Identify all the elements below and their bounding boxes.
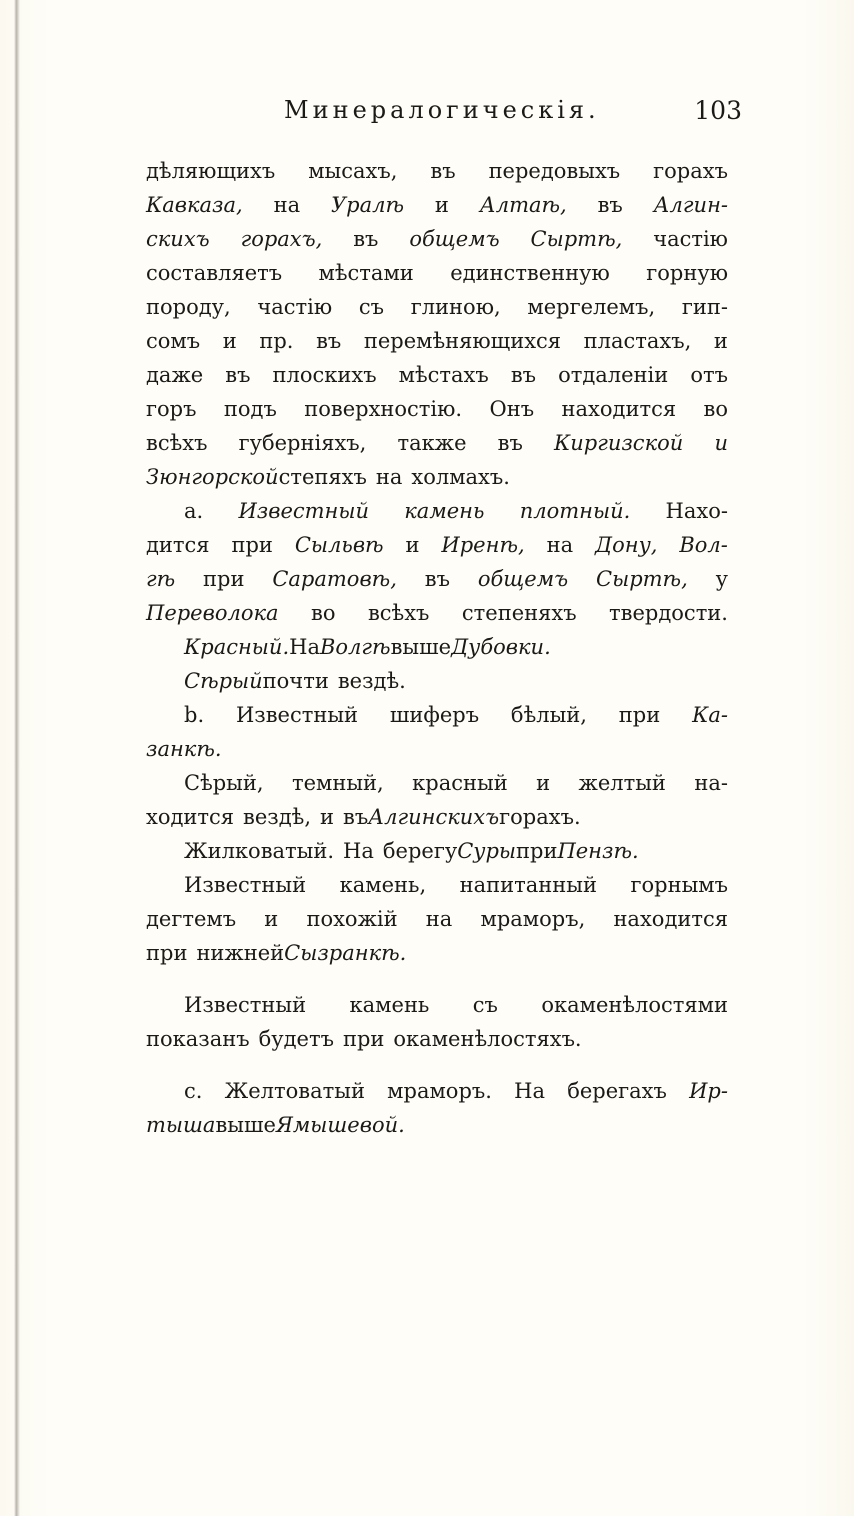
place-name: Алгинскихъ <box>368 805 500 829</box>
word: окаменѣлостяхъ. <box>393 1027 582 1051</box>
word: желтый <box>578 771 666 795</box>
word: у <box>715 567 728 591</box>
word: показанъ <box>146 1027 250 1051</box>
word: частію <box>653 227 728 251</box>
word: На <box>514 1079 545 1103</box>
text-line <box>146 664 728 698</box>
word: и <box>405 533 420 557</box>
word: во <box>703 397 728 421</box>
word: холмахъ. <box>411 465 510 489</box>
text-line <box>146 256 728 290</box>
word: похожій <box>306 907 398 931</box>
text-line <box>146 1022 728 1056</box>
word: находится <box>613 907 728 931</box>
running-title: Минералогическія. <box>284 96 600 124</box>
place-name: Ка- <box>692 703 728 727</box>
word: вездѣ. <box>337 669 406 693</box>
word: шиферъ <box>389 703 480 727</box>
item-title: Сѣрый <box>184 669 263 693</box>
word: и <box>222 329 237 353</box>
page-number: 103 <box>694 96 742 125</box>
word: напитанный <box>459 873 597 897</box>
word: всѣхъ <box>367 601 430 625</box>
word: твердости. <box>609 601 728 625</box>
word: степеняхъ <box>461 601 577 625</box>
text-line <box>146 1108 728 1142</box>
text-line <box>146 290 728 324</box>
place-name: Волгѣ <box>319 635 391 659</box>
word: частію <box>257 295 333 319</box>
place-name: Пензѣ. <box>557 839 639 863</box>
word: въ <box>343 805 369 829</box>
place-name: Суры <box>457 839 516 863</box>
text-line <box>146 154 728 188</box>
word: при <box>146 941 188 965</box>
word: Сѣрый, <box>184 771 264 795</box>
word: вездѣ, <box>243 805 312 829</box>
word: Известный <box>184 873 307 897</box>
place-name: гѣ <box>146 567 176 591</box>
word: горнымъ <box>630 873 728 897</box>
text-line <box>146 988 728 1022</box>
word: на <box>273 193 301 217</box>
word: въ <box>353 227 379 251</box>
word: выше <box>215 1113 276 1137</box>
item-title: Красный. <box>184 635 290 659</box>
word: и <box>320 805 335 829</box>
word: Известный <box>184 993 307 1017</box>
place-name: Сызранкѣ. <box>284 941 407 965</box>
word: на <box>546 533 574 557</box>
word: Желтоватый <box>224 1079 365 1103</box>
word: отдаленіи <box>558 363 669 387</box>
word: въ <box>510 363 537 387</box>
place-name: Кавказа, <box>146 193 243 217</box>
item-marker: b. <box>184 703 205 727</box>
place-name: Алтаѣ, <box>479 193 567 217</box>
place-name: Сыльвѣ <box>294 533 384 557</box>
place-name: Сыртѣ, <box>530 227 623 251</box>
word: мергелемъ, <box>527 295 656 319</box>
word: единственную <box>450 261 610 285</box>
word: почти <box>262 669 329 693</box>
word: губерніяхъ, <box>238 431 367 455</box>
word: сомъ <box>146 329 201 353</box>
word: выше <box>390 635 452 659</box>
word: ходится <box>146 805 235 829</box>
word: породу, <box>146 295 231 319</box>
text-line <box>146 358 728 392</box>
word: красный <box>412 771 508 795</box>
word: отъ <box>690 363 728 387</box>
text-line <box>146 324 728 358</box>
binding-gutter <box>14 0 20 1516</box>
word: составляетъ <box>146 261 283 285</box>
word: будетъ <box>258 1027 334 1051</box>
word: На <box>289 635 320 659</box>
text-line <box>146 698 728 732</box>
item-title: Известный <box>238 499 370 523</box>
word: бѣлый, <box>510 703 587 727</box>
word: съ <box>472 993 498 1017</box>
word: пластахъ, <box>583 329 692 353</box>
word: и <box>536 771 551 795</box>
word: во <box>311 601 336 625</box>
word: поверхностію. <box>304 397 463 421</box>
word: при <box>203 567 245 591</box>
word: Онъ <box>489 397 535 421</box>
word: перемѣняющихся <box>363 329 562 353</box>
word: дегтемъ <box>146 907 237 931</box>
word: берегу <box>382 839 458 863</box>
word: на- <box>694 771 728 795</box>
text-line <box>146 630 728 664</box>
place-name: Переволока <box>146 601 279 625</box>
place-name: Дону, <box>595 533 658 557</box>
text-line <box>146 800 728 834</box>
place-name: горахъ, <box>240 227 323 251</box>
place-name: Сыртѣ, <box>596 567 688 591</box>
text-line <box>146 528 728 562</box>
place-name: занкѣ. <box>146 737 222 761</box>
place-name: Иренѣ, <box>441 533 525 557</box>
word: дѣляющихъ <box>146 159 276 183</box>
place-name: Киргизской <box>554 431 684 455</box>
text-line <box>146 834 728 868</box>
place-name: Саратовѣ, <box>272 567 397 591</box>
word: и <box>434 193 449 217</box>
word: даже <box>146 363 204 387</box>
word: Жилковатый. <box>184 839 335 863</box>
word: горную <box>646 261 728 285</box>
word: мраморъ. <box>387 1079 492 1103</box>
place-name: общемъ <box>477 567 569 591</box>
place-name: Алгин- <box>653 193 728 217</box>
place-name: Зюнгорской <box>146 465 279 489</box>
word: при <box>342 1027 385 1051</box>
place-name: Вол- <box>679 533 728 557</box>
word: подъ <box>223 397 277 421</box>
page-header <box>284 96 742 136</box>
text-line <box>146 596 728 630</box>
word: и <box>264 907 279 931</box>
text-line <box>146 562 728 596</box>
place-name: Уралѣ <box>331 193 405 217</box>
text-line <box>146 392 728 426</box>
place-name: Ир- <box>689 1079 728 1103</box>
text-line <box>146 766 728 800</box>
word: степяхъ <box>278 465 367 489</box>
word: мысахъ, <box>308 159 398 183</box>
word: на <box>425 907 453 931</box>
place-name: тыша <box>146 1113 216 1137</box>
word: плоскихъ <box>272 363 377 387</box>
word: На <box>343 839 374 863</box>
word: окаменѣлостями <box>541 993 728 1017</box>
word: въ <box>497 431 523 455</box>
word: въ <box>430 159 456 183</box>
text-line <box>146 868 728 902</box>
word: горахъ <box>653 159 728 183</box>
item-marker: c. <box>184 1079 203 1103</box>
place-name: Ямышевой. <box>275 1113 405 1137</box>
word: находится <box>561 397 677 421</box>
word: передовыхъ <box>488 159 621 183</box>
word: мраморъ, <box>480 907 586 931</box>
item-title: плотный. <box>519 499 631 523</box>
word: пр. <box>259 329 294 353</box>
page-body <box>146 154 728 1142</box>
word: съ <box>358 295 385 319</box>
text-line <box>146 494 728 528</box>
text-line <box>146 732 728 766</box>
word: въ <box>597 193 623 217</box>
word: въ <box>424 567 450 591</box>
word: мѣстахъ <box>398 363 489 387</box>
word: также <box>397 431 467 455</box>
word: въ <box>225 363 251 387</box>
word: при <box>516 839 558 863</box>
word: нижней <box>196 941 285 965</box>
text-line <box>146 1074 728 1108</box>
text-line <box>146 426 728 460</box>
word: горахъ. <box>499 805 581 829</box>
word: темный, <box>291 771 384 795</box>
text-line <box>146 902 728 936</box>
word: берегахъ <box>567 1079 667 1103</box>
text-line <box>146 222 728 256</box>
word: дится <box>146 533 210 557</box>
text-line <box>146 936 728 970</box>
word: и <box>713 329 728 353</box>
word: камень <box>349 993 430 1017</box>
place-name: скихъ <box>146 227 210 251</box>
word: камень, <box>339 873 427 897</box>
word: мѣстами <box>318 261 414 285</box>
word: Известный <box>235 703 359 727</box>
word: на <box>375 465 403 489</box>
word: при <box>231 533 273 557</box>
word: Нахо- <box>665 499 728 523</box>
place-name: Дубовки. <box>451 635 551 659</box>
word: въ <box>316 329 342 353</box>
text-line <box>146 460 728 494</box>
word: гип- <box>681 295 728 319</box>
word: при <box>618 703 661 727</box>
item-title: камень <box>404 499 485 523</box>
word: и <box>714 431 728 455</box>
word: всѣхъ <box>146 431 208 455</box>
place-name: общемъ <box>409 227 500 251</box>
item-marker: a. <box>184 499 204 523</box>
word: горъ <box>146 397 197 421</box>
word: глиною, <box>410 295 501 319</box>
text-line <box>146 188 728 222</box>
